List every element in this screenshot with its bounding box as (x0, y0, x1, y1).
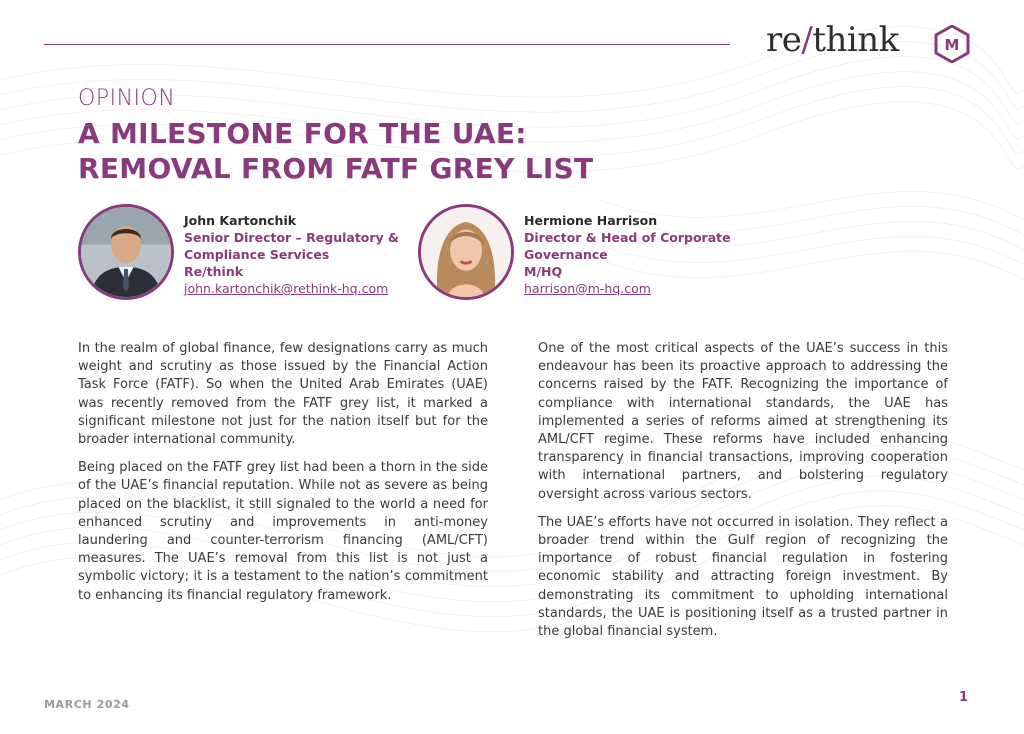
author-1-info (184, 212, 404, 297)
author-1-org: Re/think (184, 264, 244, 279)
footer-date: MARCH 2024 (44, 698, 130, 711)
author-2-info (524, 212, 744, 297)
author-2-avatar (418, 204, 514, 300)
page-number: 1 (959, 690, 969, 705)
headline-line-2: REMOVAL FROM FATF GREY LIST (78, 152, 594, 185)
rethink-logo (766, 20, 899, 60)
headline-line-1: A MILESTONE FOR THE UAE: (78, 117, 527, 150)
author-2-name: Hermione Harrison (524, 213, 658, 228)
author-2-email-link[interactable]: harrison@m-hq.com (524, 281, 651, 296)
author-1-avatar (78, 204, 174, 300)
header-divider (44, 44, 730, 45)
author-1-title: Senior Director – Regulatory & Compliance Services (184, 230, 399, 262)
article-kicker: OPINION (78, 86, 176, 111)
body-paragraph: One of the most critical aspects of the UAE’s success in this endeavour has been its proactive approach to addressing the concerns raised by the FATF. Recognizing the importance of compliance with international standards, the UAE has implemented a series of reforms aimed at strengthening its AML/CFT regime. These reforms have included enhancing transparency in financial transactions, improving cooperation with international partners, and bolstering regulatory oversight across various sectors. (538, 341, 948, 502)
author-2-org: M/HQ (524, 264, 563, 279)
body-paragraph: In the realm of global finance, few designations carry as much weight and scrutiny as those issued by the Financial Action Task Force (FATF). So when the United Arab Emirates (UAE) was recently removed from the FATF grey list, it marked a significant milestone not just for the nation itself but for the broader international community. (78, 341, 488, 448)
author-1-name: John Kartonchik (184, 213, 297, 228)
mhq-logo-monogram: M (944, 36, 960, 54)
rethink-logo-slash: / (801, 20, 813, 60)
body-paragraph: Being placed on the FATF grey list had been a thorn in the side of the UAE’s financial reputation. While not as severe as being placed on the blacklist, it still signaled to the world a need for enhanced scrutiny and improvements in anti-money laundering and counter-terrorism financing (AML/CFT) measures. The UAE’s removal from this list is not just a symbolic victory; it is a testament to the nation’s commitment to enhancing its financial regulatory framework. (78, 460, 488, 603)
mhq-logo-icon (934, 25, 970, 63)
body-column-right (538, 340, 948, 651)
author-2-title: Director & Head of Corporate Governance (524, 230, 731, 262)
article-headline (78, 116, 698, 186)
rethink-logo-prefix: re (766, 20, 802, 60)
body-paragraph: The UAE’s efforts have not occurred in isolation. They reflect a broader trend within the Gulf region of recognizing the importance of robust financial regulation in fostering economic stability and attracting foreign investment. By demonstrating its commitment to upholding international standards, the UAE is positioning itself as a trusted partner in the global financial system. (538, 514, 948, 640)
rethink-logo-suffix: think (812, 20, 899, 60)
body-column-left (78, 340, 488, 615)
author-1-email-link[interactable]: john.kartonchik@rethink-hq.com (184, 281, 389, 296)
